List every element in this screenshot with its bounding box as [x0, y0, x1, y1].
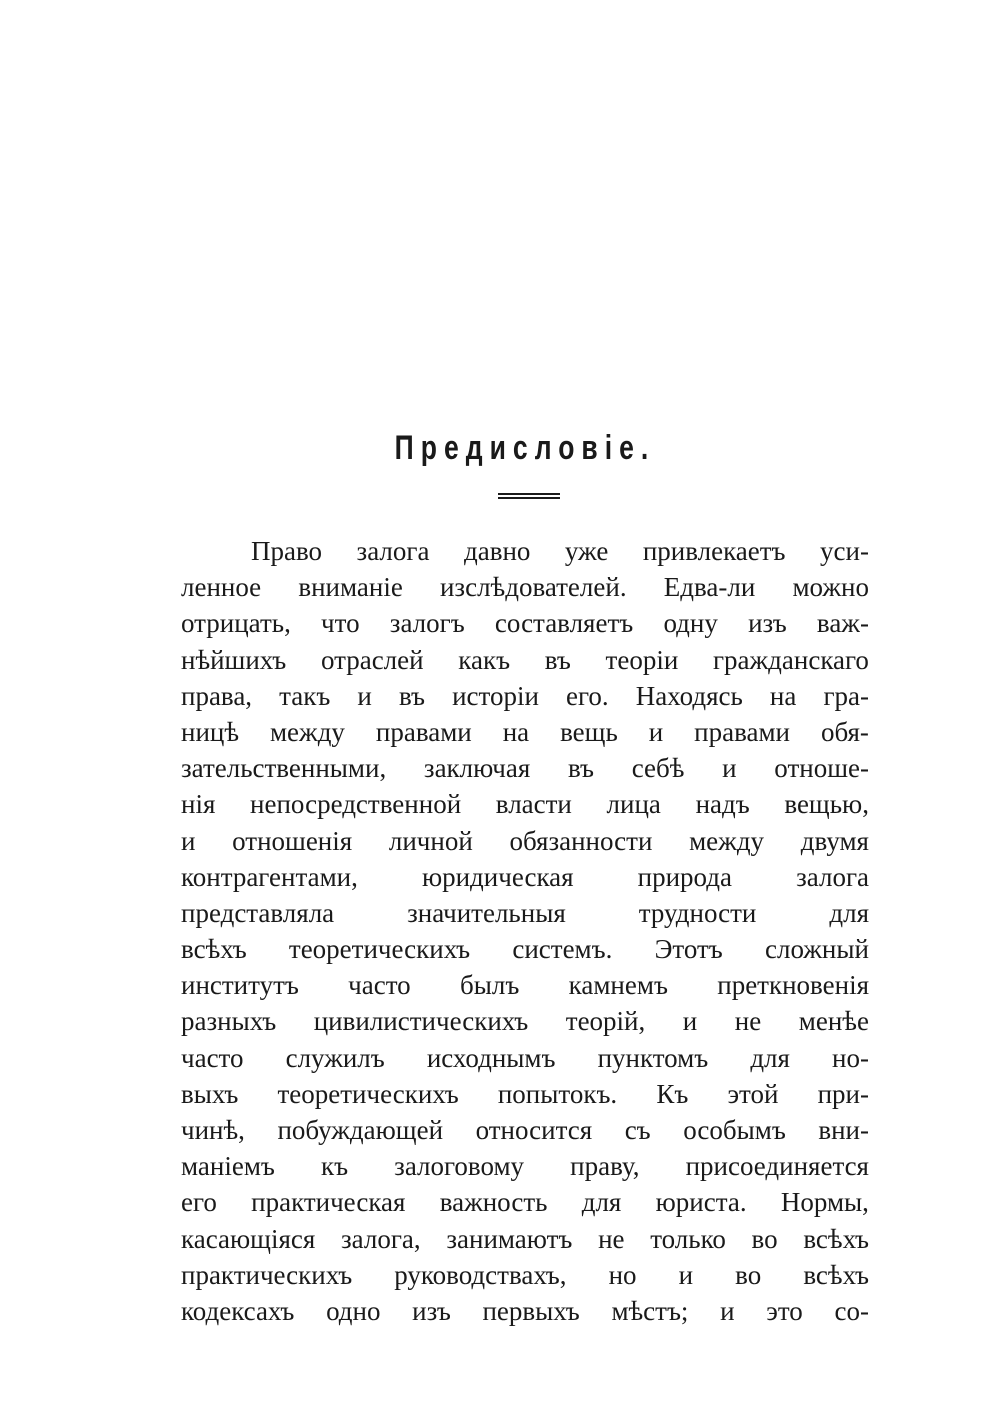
text-line: касающіяся залога, занимаютъ не только во всѣхъ [181, 1223, 869, 1254]
text-line: отрицать, что залогъ составляетъ одну изъ важ- [181, 608, 869, 639]
text-line: чинѣ, побуждающей относится съ особымъ вни- [181, 1115, 869, 1145]
text-line: Право залога давно уже привлекаетъ уси- [251, 536, 869, 566]
title-double-rule [498, 493, 560, 499]
text-line: права, такъ и въ исторіи его. Находясь на гра- [181, 680, 869, 711]
text-line: маніемъ къ залоговому праву, присоединяется [181, 1151, 869, 1182]
page-title: Предисловіе. [394, 429, 656, 467]
text-line: и отношенія личной обязанности между двумя [181, 825, 869, 856]
text-line: всѣхъ теоретическихъ системъ. Этотъ сложный [181, 934, 869, 965]
text-line: его практическая важность для юриста. Нормы, [181, 1187, 869, 1218]
text-line: часто служилъ исходнымъ пунктомъ для но- [181, 1042, 869, 1073]
text-line: институтъ часто былъ камнемъ преткновенія [181, 970, 869, 1001]
text-line: кодексахъ одно изъ первыхъ мѣстъ; и это со- [181, 1295, 869, 1326]
preface-body [181, 533, 869, 1329]
text-line: представляла значительныя трудности для [181, 897, 869, 928]
text-line: зательственными, заключая въ себѣ и отноше- [181, 753, 869, 784]
text-line: нѣйшихъ отраслей какъ въ теоріи гражданскаго [181, 644, 869, 675]
text-line: ницѣ между правами на вещь и правами обя- [181, 716, 869, 747]
text-line: практическихъ руководствахъ, но и во всѣхъ [181, 1259, 869, 1290]
text-line: ленное вниманіе изслѣдователей. Едва-ли можно [181, 572, 869, 603]
text-line: выхъ теоретическихъ попытокъ. Къ этой при- [181, 1078, 869, 1109]
text-line: контрагентами, юридическая природа залога [181, 861, 869, 892]
text-line: разныхъ цивилистическихъ теорій, и не менѣе [181, 1006, 869, 1037]
text-line: нія непосредственной власти лица надъ вещью, [181, 789, 869, 820]
